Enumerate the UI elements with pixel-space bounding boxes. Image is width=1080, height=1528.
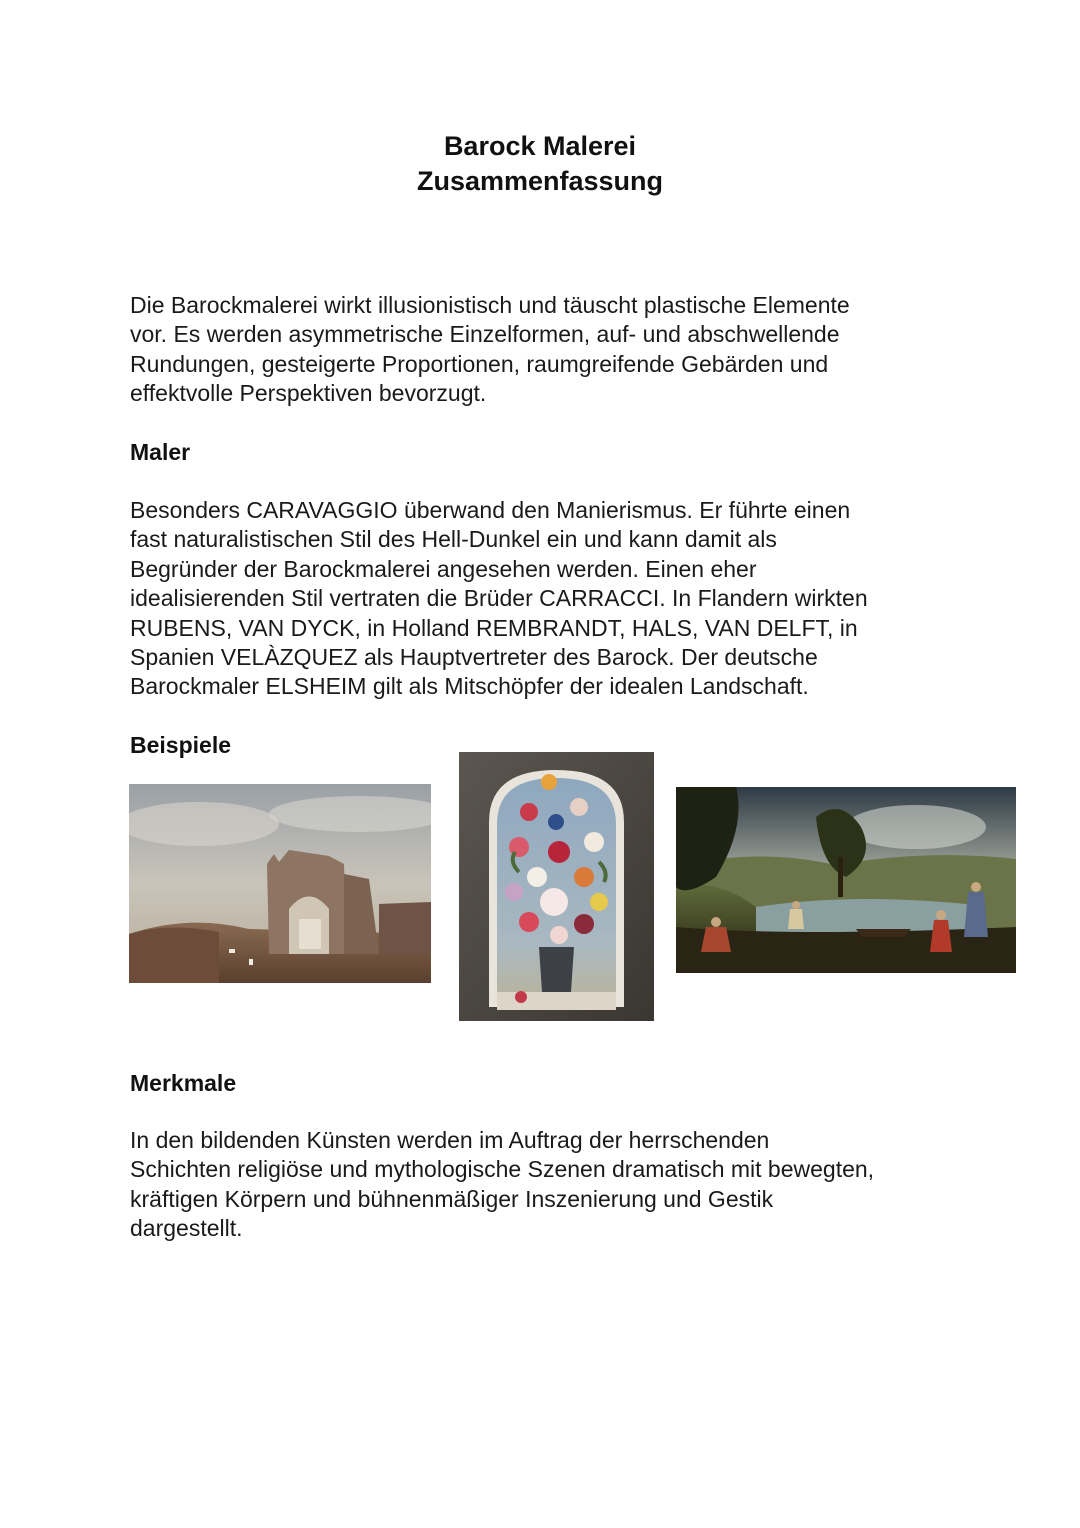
ruined-arch-painting-image <box>129 784 431 983</box>
section-heading-maler: Maler <box>130 439 191 465</box>
section-heading-merkmale: Merkmale <box>130 1070 237 1096</box>
flower-vase-niche-painting-icon <box>459 752 654 1021</box>
maler-paragraph: Besonders CARAVAGGIO überwand den Manierismus. Er führte einen fast naturalistischen Stil des Hell-Dunkel ein und kann damit als Begründer der Barockmalerei angesehen werden. Einen eher idealisierenden Stil vertraten die Brüder CARRACCI. In Flandern wirkten RUBENS, VAN DYCK, in Holland REMBRANDT, HALS, VAN DELFT, in Spanien VELÀZQUEZ als Hauptvertreter des Barock. Der deutsche Barockmaler ELSHEIM gilt als Mitschöpfer der idealen Landschaft. <box>130 497 868 700</box>
landscape-painting-image <box>676 787 1016 973</box>
merkmale-paragraph: In den bildenden Künsten werden im Auftrag der herrschenden Schichten religiöse und mythologische Szenen dramatisch mit bewegten, kräftigen Körpern und bühnenmäßiger Inszenierung und Gestik dargestellt. <box>130 1127 875 1242</box>
document-subtitle: Zusammenfassung <box>416 166 664 196</box>
flower-vase-painting-image <box>459 752 654 1021</box>
document-title: Barock Malerei <box>443 131 637 161</box>
intro-paragraph: Die Barockmalerei wirkt illusionistisch und täuscht plastische Elemente vor. Es werden asymmetrische Einzelformen, auf- und abschwellende Rundungen, gesteigerte Proportionen, raumgreifende Gebärden und effektvolle Perspektiven bevorzugt. <box>130 292 850 407</box>
ruined-arch-landscape-painting-icon <box>129 784 431 983</box>
section-heading-beispiele: Beispiele <box>130 732 231 758</box>
river-landscape-painting-icon <box>676 787 1016 973</box>
